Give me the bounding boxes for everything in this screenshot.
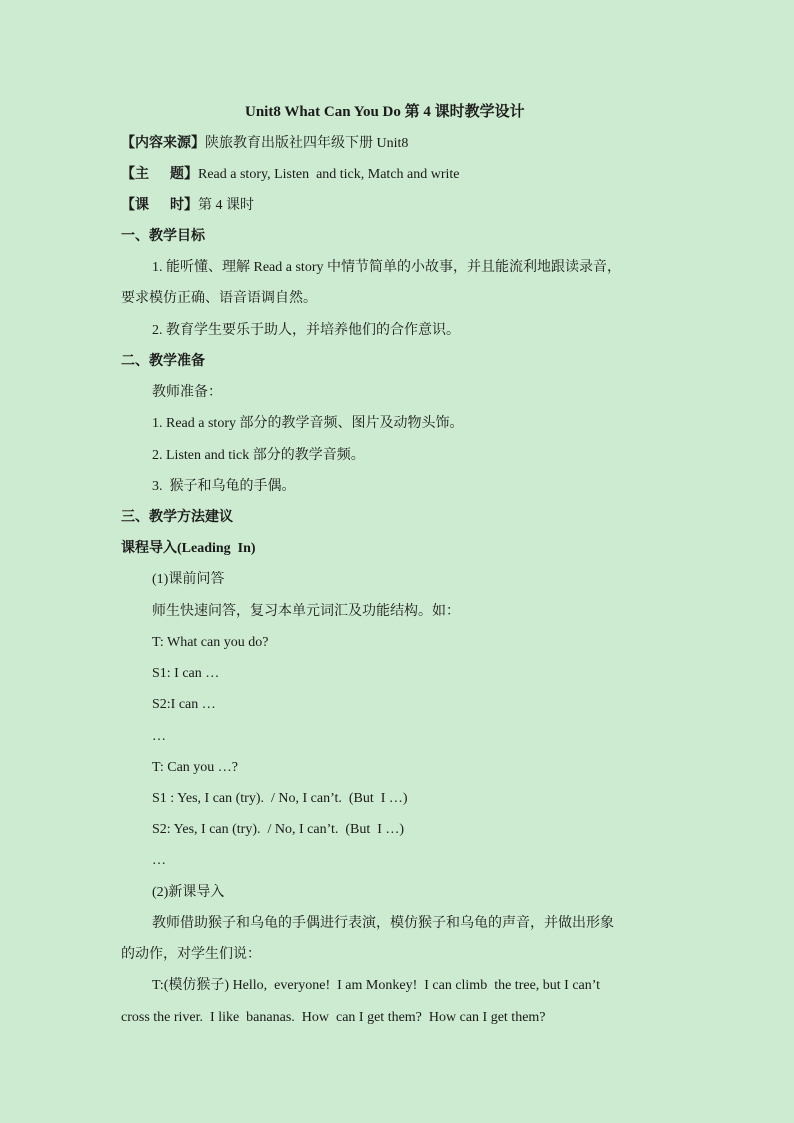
- section1-item1-line1: 1. 能听懂、理解 Read a story 中情节简单的小故事，并且能流利地跟读录音，: [152, 260, 621, 275]
- section3-speech-line2: cross the river. I like bananas. How can I get them? How can I get them?: [121, 1010, 546, 1025]
- meta-topic: [121, 165, 460, 185]
- meta-source-value: 陕旅教育出版社四年级下册 Unit8: [205, 136, 409, 151]
- meta-period-value: 第 4 课时: [198, 198, 254, 213]
- section3-heading: 三、教学方法建议: [121, 510, 233, 525]
- dialogue-line: S1 : Yes, I can (try). / No, I can’t. (But I …): [152, 791, 408, 806]
- document-title: Unit8 What Can You Do 第 4 课时教学设计: [245, 104, 525, 120]
- dialogue-line: T: Can you …?: [152, 760, 239, 775]
- meta-topic-value: Read a story, Listen and tick, Match and write: [198, 167, 460, 182]
- dialogue-line: …: [152, 853, 166, 868]
- dialogue-line: T: What can you do?: [152, 635, 269, 650]
- section1-item1-line2: 要求模仿正确、语音语调自然。: [121, 291, 317, 306]
- section2-intro: 教师准备：: [152, 385, 222, 400]
- dialogue-line: S2: Yes, I can (try). / No, I can’t. (But I …): [152, 822, 405, 837]
- section2-item1: 1. Read a story 部分的教学音频、图片及动物头饰。: [152, 416, 464, 431]
- dialogue-line: …: [152, 729, 166, 744]
- section3-speech-line1: T:(模仿猴子) Hello, everyone! I am Monkey! I can climb the tree, but I can’t: [152, 978, 601, 993]
- meta-source: [121, 134, 408, 154]
- section3-part2-label: (2)新课导入: [152, 885, 225, 900]
- meta-period-label: 【课 时】: [121, 198, 198, 213]
- section3-part1-desc: 师生快速问答，复习本单元词汇及功能结构。如：: [152, 604, 460, 619]
- meta-source-label: 【内容来源】: [121, 136, 205, 151]
- section2-item3: 3. 猴子和乌龟的手偶。: [152, 479, 296, 494]
- dialogue-line: S1: I can …: [152, 666, 220, 681]
- meta-period: [121, 196, 254, 216]
- section3-subheading: 课程导入(Leading In): [121, 541, 256, 556]
- meta-topic-label: 【主 题】: [121, 167, 198, 182]
- section3-part2-line1: 教师借助猴子和乌龟的手偶进行表演，模仿猴子和乌龟的声音，并做出形象: [152, 916, 614, 931]
- section3-part2-line2: 的动作，对学生们说：: [121, 947, 261, 962]
- section1-item2: 2. 教育学生要乐于助人，并培养他们的合作意识。: [152, 323, 460, 338]
- dialogue-line: S2:I can …: [152, 697, 216, 712]
- section3-part1-label: (1)课前问答: [152, 572, 225, 587]
- section2-item2: 2. Listen and tick 部分的教学音频。: [152, 448, 365, 463]
- section2-heading: 二、教学准备: [121, 354, 205, 369]
- section1-heading: 一、教学目标: [121, 229, 205, 244]
